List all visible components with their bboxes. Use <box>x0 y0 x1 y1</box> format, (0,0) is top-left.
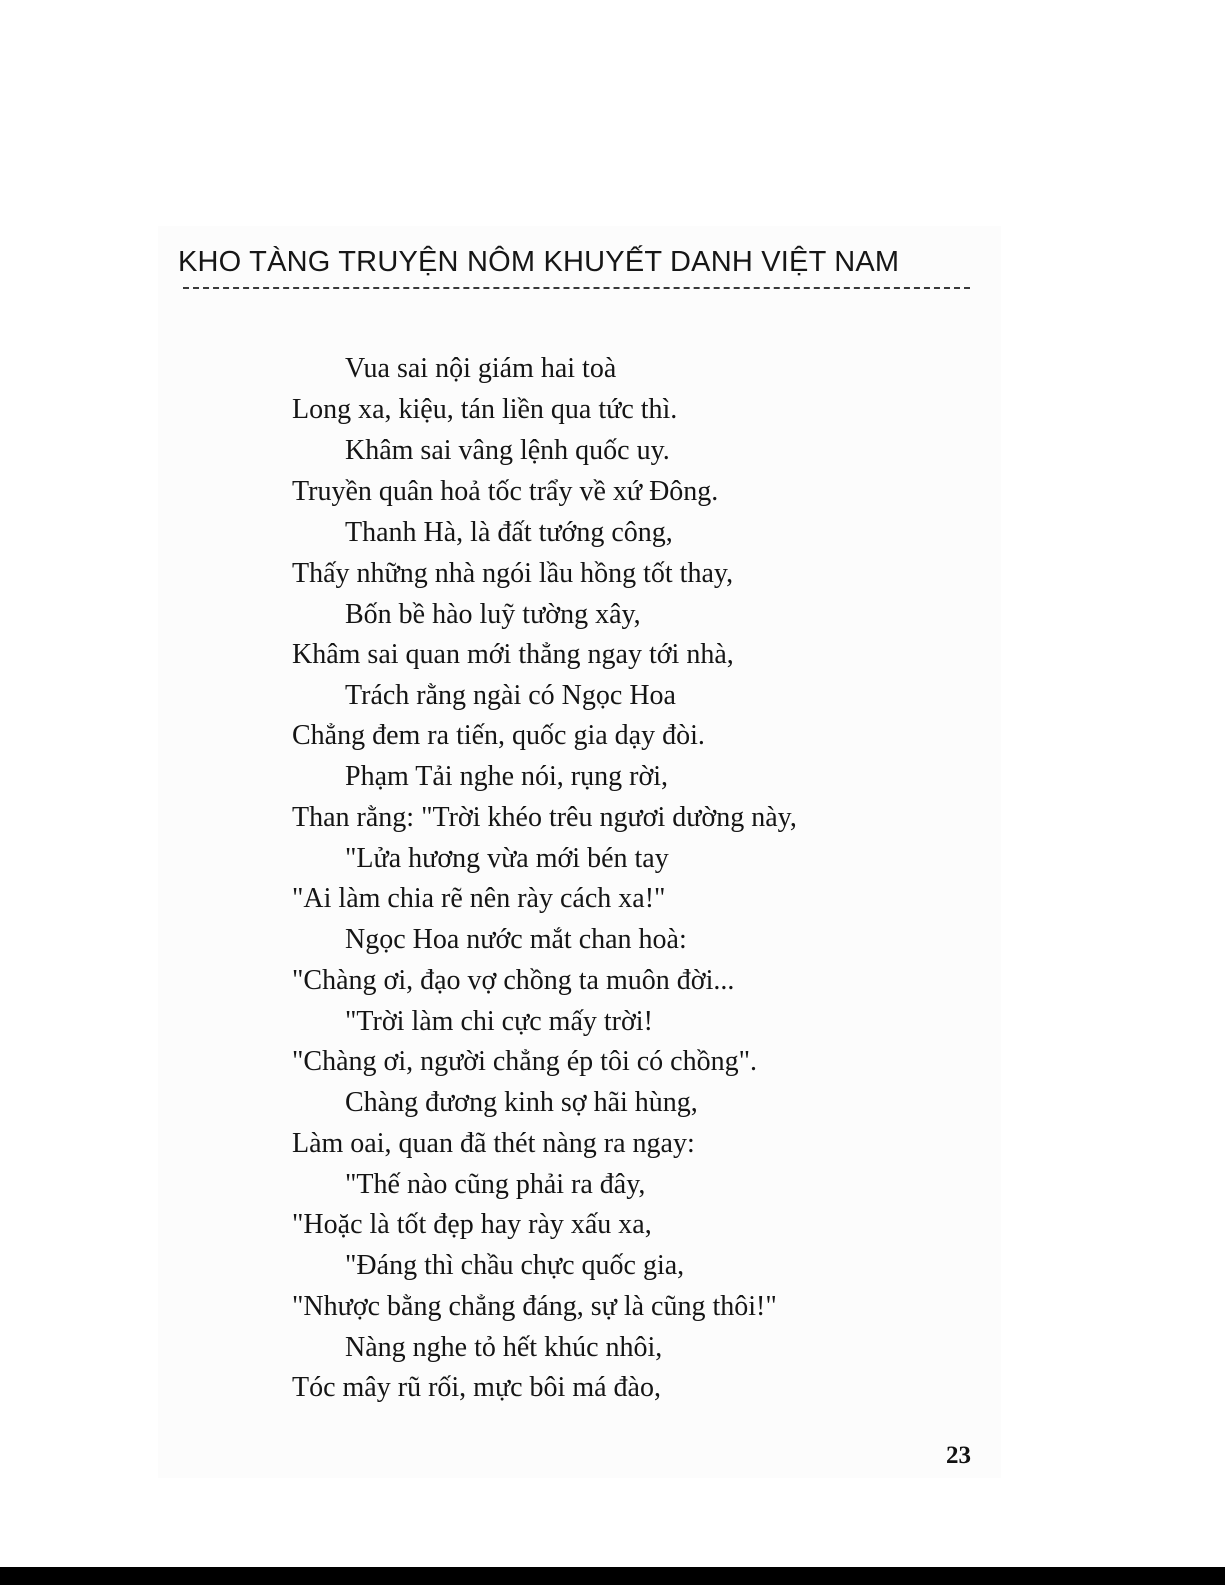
verse-line: "Nhược bằng chẳng đáng, sự là cũng thôi!" <box>292 1291 777 1322</box>
verse-line: "Hoặc là tốt đẹp hay rày xấu xa, <box>292 1209 652 1240</box>
verse-line: Bốn bề hào luỹ tường xây, <box>345 599 641 630</box>
verse-line: Phạm Tải nghe nói, rụng rời, <box>345 761 669 792</box>
verse-line: Tóc mây rũ rối, mực bôi má đào, <box>292 1372 661 1403</box>
verse-line: Làm oai, quan đã thét nàng ra ngay: <box>292 1128 695 1159</box>
verse-line: Nàng nghe tỏ hết khúc nhôi, <box>345 1332 663 1363</box>
verse-line: "Đáng thì chầu chực quốc gia, <box>345 1250 685 1281</box>
running-header: KHO TÀNG TRUYỆN NÔM KHUYẾT DANH VIỆT NAM <box>178 246 900 278</box>
scan-bottom-edge <box>0 1567 1225 1585</box>
verse-line: Khâm sai quan mới thẳng ngay tới nhà, <box>292 639 734 670</box>
verse-line: Long xa, kiệu, tán liền qua tức thì. <box>292 394 678 425</box>
verse-line: Thấy những nhà ngói lầu hồng tốt thay, <box>292 558 734 589</box>
verse-line: Ngọc Hoa nước mắt chan hoà: <box>345 924 687 955</box>
verse-line: Khâm sai vâng lệnh quốc uy. <box>345 435 670 466</box>
verse-line: "Chàng ơi, người chẳng ép tôi có chồng". <box>292 1046 758 1077</box>
verse-line: Truyền quân hoả tốc trẩy về xứ Đông. <box>292 476 719 507</box>
verse-line: "Lửa hương vừa mới bén tay <box>345 843 669 874</box>
verse-line: "Chàng ơi, đạo vợ chồng ta muôn đời... <box>292 965 735 996</box>
verse-line: "Trời làm chi cực mấy trời! <box>345 1006 653 1037</box>
verse-line: Vua sai nội giám hai toà <box>345 353 617 384</box>
verse-line: Trách rằng ngài có Ngọc Hoa <box>345 680 676 711</box>
page-number: 23 <box>946 1442 971 1469</box>
verse-line: "Ai làm chia rẽ nên rày cách xa!" <box>292 883 666 914</box>
verse-line: Chẳng đem ra tiến, quốc gia dạy đòi. <box>292 720 705 751</box>
verse-line: Chàng đương kinh sợ hãi hùng, <box>345 1087 698 1118</box>
verse-line: Than rằng: "Trời khéo trêu ngươi dường này, <box>292 802 797 833</box>
verse-line: "Thế nào cũng phải ra đây, <box>345 1169 646 1200</box>
verse-line: Thanh Hà, là đất tướng công, <box>345 517 673 548</box>
